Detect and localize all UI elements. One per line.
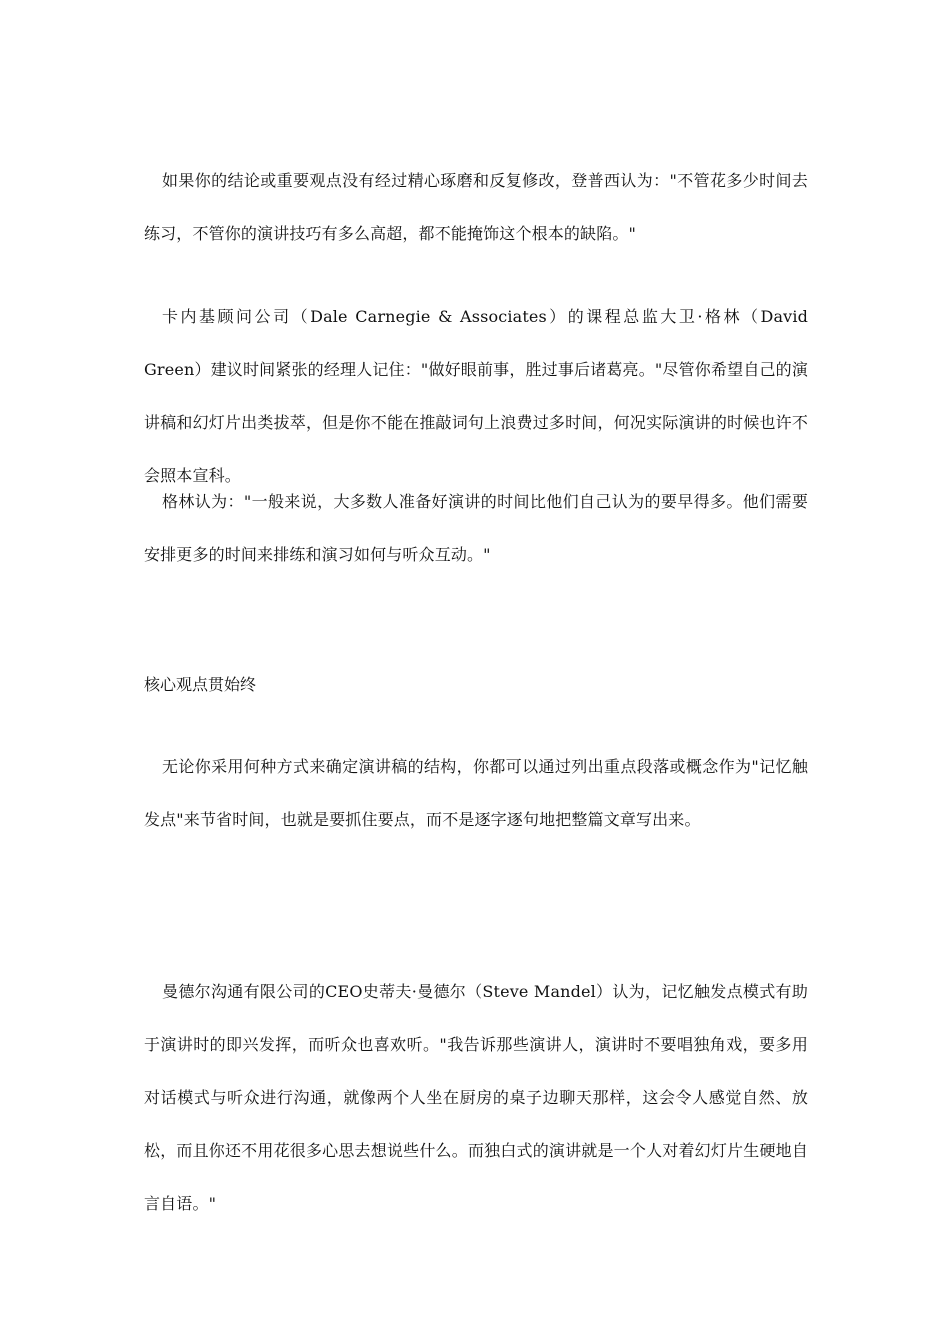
paragraph: 格林认为："一般来说，大多数人准备好演讲的时间比他们自己认为的要早得多。他们需要安排更多的时间来排练和演习如何与听众互动。"	[144, 492, 808, 564]
paragraph: 无论你采用何种方式来确定演讲稿的结构，你都可以通过列出重点段落或概念作为"记忆触发点"来节省时间，也就是要抓住要点，而不是逐字逐句地把整篇文章写出来。	[144, 757, 808, 829]
section-heading: 核心观点贯始终	[144, 675, 257, 694]
paragraph: 卡内基顾问公司（Dale Carnegie & Associates）的课程总监大卫·格林（David Green）建议时间紧张的经理人记住："做好眼前事，胜过事后诸葛亮。"尽管你希望自己的演讲稿和幻灯片出类拔萃，但是你不能在推敲词句上浪费过多时间，何况实际演讲的时候也许不会照本宣科。	[144, 307, 808, 485]
paragraph: 曼德尔沟通有限公司的CEO史蒂夫·曼德尔（Steve Mandel）认为，记忆触发点模式有助于演讲时的即兴发挥，而听众也喜欢听。"我告诉那些演讲人，演讲时不要唱独角戏，要多用对话模式与听众进行沟通，就像两个人坐在厨房的桌子边聊天那样，这会令人感觉自然、放松，而且你还不用花很多心思去想说些什么。而独白式的演讲就是一个人对着幻灯片生硬地自言自语。"	[144, 982, 808, 1213]
paragraph: 如果你的结论或重要观点没有经过精心琢磨和反复修改，登普西认为："不管花多少时间去练习，不管你的演讲技巧有多么高超，都不能掩饰这个根本的缺陷。"	[144, 171, 808, 243]
